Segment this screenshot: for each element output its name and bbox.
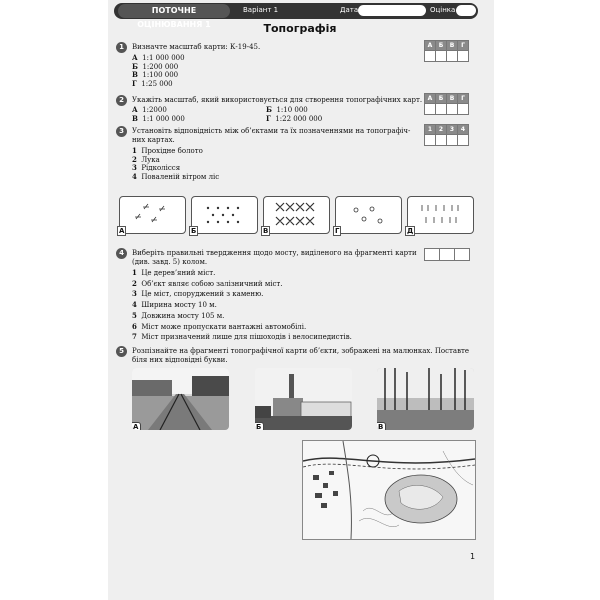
q2-options-left: А 1:2000 В 1:1 000 000 [132, 105, 185, 123]
q3-text-line1: Установіть відповідність між об’єктами та їх позначеннями на топографіч- [132, 127, 411, 135]
topographic-map-icon [303, 441, 475, 539]
symbol-card-open-forest [335, 196, 402, 234]
photo-label: В [377, 422, 386, 430]
symbol-card-swamp [119, 196, 186, 234]
q1-answer-grid[interactable]: А Б В Г [424, 40, 469, 62]
symbol-label: Д [407, 227, 414, 235]
q2-text: Укажіть масштаб, який використовується для створення топографічних карт. [132, 96, 423, 104]
symbol-card-meadow [407, 196, 474, 234]
q3-text-line2: них картах. [132, 136, 175, 144]
q2-options-right: Б 1:10 000 Г 1:22 000 000 [266, 105, 323, 123]
date-field[interactable] [358, 5, 426, 16]
page-title: Топографія [263, 22, 337, 35]
symbol-card-sparse-forest [191, 196, 258, 234]
variant-label: Варіант 1 [243, 6, 279, 14]
photo-forest [377, 368, 474, 430]
grade-label: Оцінка [430, 6, 456, 14]
symbol-label: А [119, 227, 125, 235]
symbol-label: В [263, 227, 269, 235]
date-label: Дата [340, 6, 359, 14]
q4-text-line2: (див. завд. 5) колом. [132, 258, 208, 266]
question-number: 2 [116, 95, 127, 106]
question-number: 3 [116, 126, 127, 137]
q3-items: 1 Прохідне болото 2 Лука 3 Рідколісся 4 Поваленій вітром ліс [132, 146, 220, 181]
symbol-label: Б [191, 227, 197, 235]
symbol-card-windfall [263, 196, 330, 234]
q5-text-line2: біля них відповідні букви. [132, 356, 228, 364]
photo-railway [132, 368, 229, 430]
q1-text: Визначте масштаб карти: К-19-45. [132, 43, 261, 51]
topographic-map-fragment [302, 440, 476, 540]
q2-answer-grid[interactable]: А Б В Г [424, 93, 469, 115]
question-number: 4 [116, 248, 127, 259]
q4-answer-boxes[interactable] [424, 248, 470, 261]
q3-answer-grid[interactable]: 1 2 3 4 [424, 124, 469, 146]
header-title: ПОТОЧНЕ ОЦІНЮВАННЯ 1 [118, 4, 230, 18]
question-number: 1 [116, 42, 127, 53]
photo-label: А [132, 422, 141, 430]
question-number: 5 [116, 346, 127, 357]
open-forest-symbol-icon [336, 197, 401, 233]
grade-field[interactable] [456, 5, 476, 16]
windfall-symbol-icon [264, 197, 329, 233]
photo-factory [255, 368, 352, 430]
q1-options: А 1:1 000 000 Б 1:200 000 В 1:100 000 Г 1:25 000 [132, 53, 185, 88]
symbol-label: Г [335, 227, 340, 235]
sparse-forest-symbol-icon [192, 197, 257, 233]
q4-statements: 1 Це дерев’яний міст. 2 Об’єкт являє собою залізничний міст. 3 Це міст, споруджений з каменю. 4 Ширина мосту 10 м. 5 Довжина мосту 105 м. 6 Міст може пропускати вантажні автомобілі. 7 Міст призначений лише для пішоходів і велосипедистів. [132, 268, 352, 342]
q4-text-line1: Виберіть правильні твердження щодо мосту, виділеного на фрагменті карти [132, 249, 417, 257]
meadow-symbol-icon [408, 197, 473, 233]
q5-text-line1: Розпізнайте на фрагменті топографічної карти об’єкти, зображені на малюнках. Поставте [132, 347, 470, 355]
photo-label: Б [255, 422, 264, 430]
page-number: 1 [470, 552, 476, 561]
swamp-symbol-icon [120, 197, 185, 233]
